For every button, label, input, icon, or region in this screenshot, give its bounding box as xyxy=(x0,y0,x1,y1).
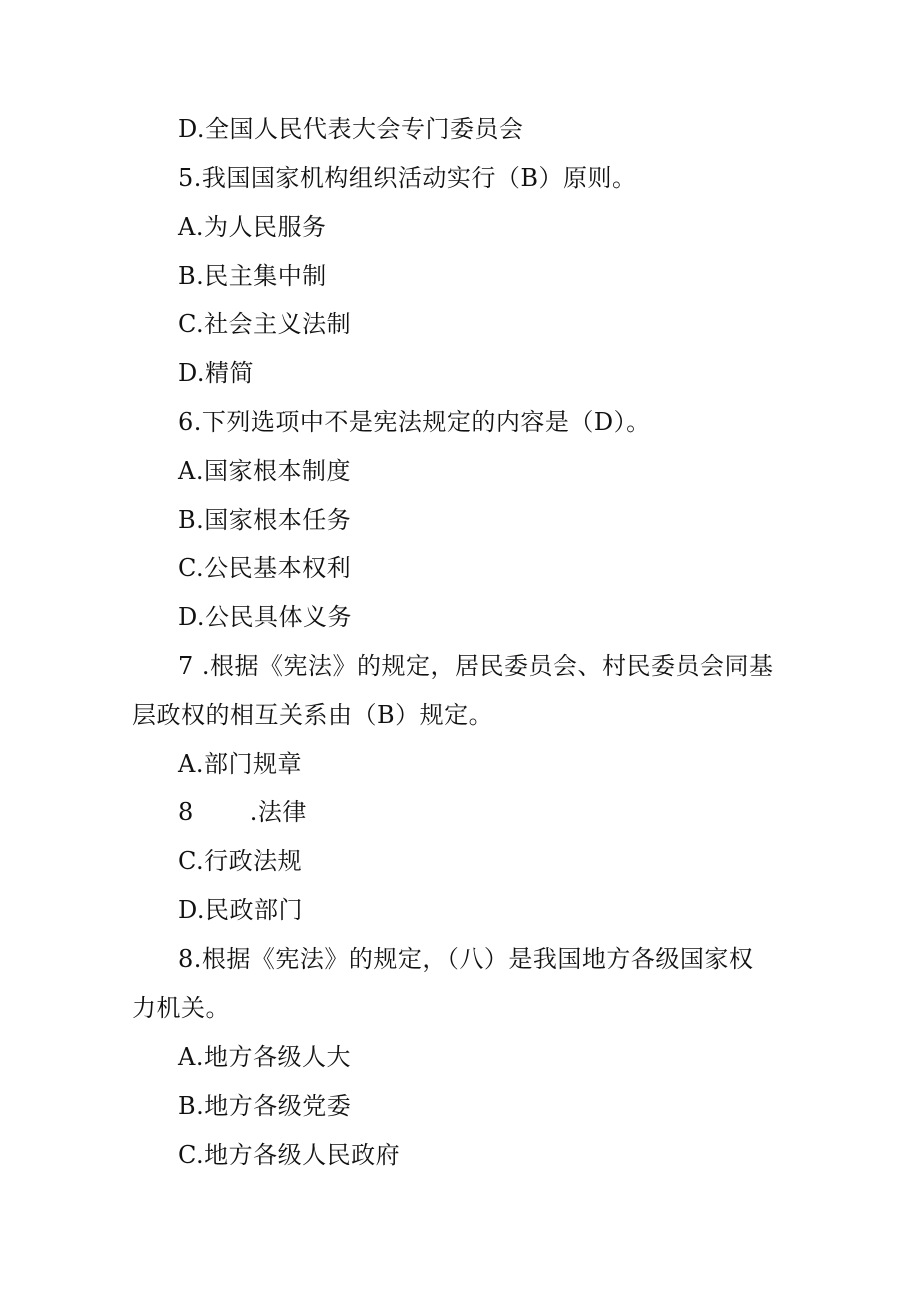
option-7a: A.部门规章 xyxy=(178,750,302,778)
option-5a: A.为人民服务 xyxy=(178,213,327,241)
question-7-line-1: 7 .根据《宪法》的规定，居民委员会、村民委员会同基 xyxy=(178,652,774,680)
option-5c: C.社会主义法制 xyxy=(178,310,352,338)
option-8c: C.地方各级人民政府 xyxy=(178,1141,401,1169)
option-5d: D.精简 xyxy=(178,359,255,387)
option-7b-number: 8 xyxy=(178,798,194,826)
option-8b: B.地方各级党委 xyxy=(178,1092,352,1120)
question-6: 6.下列选项中不是宪法规定的内容是（D）。 xyxy=(178,408,651,436)
question-8-line-1: 8.根据《宪法》的规定，（八）是我国地方各级国家权 xyxy=(178,945,754,973)
option-6a: A.国家根本制度 xyxy=(178,457,351,485)
question-7-line-2: 层政权的相互关系由（B）规定。 xyxy=(132,701,494,729)
option-6c: C.公民基本权利 xyxy=(178,554,352,582)
option-8a: A.地方各级人大 xyxy=(178,1043,351,1071)
option-7c: C.行政法规 xyxy=(178,847,303,875)
question-5: 5.我国国家机构组织活动实行（B）原则。 xyxy=(178,164,637,192)
option-7d: D.民政部门 xyxy=(178,896,304,924)
option-7b-text: .法律 xyxy=(249,798,307,826)
option-7b xyxy=(178,797,307,827)
option-5b: B.民主集中制 xyxy=(178,262,327,290)
option-6b: B.国家根本任务 xyxy=(178,506,352,534)
option-4d: D.全国人民代表大会专门委员会 xyxy=(178,115,524,143)
question-8-line-2: 力机关。 xyxy=(132,994,230,1022)
option-6d: D.公民具体义务 xyxy=(178,603,353,631)
